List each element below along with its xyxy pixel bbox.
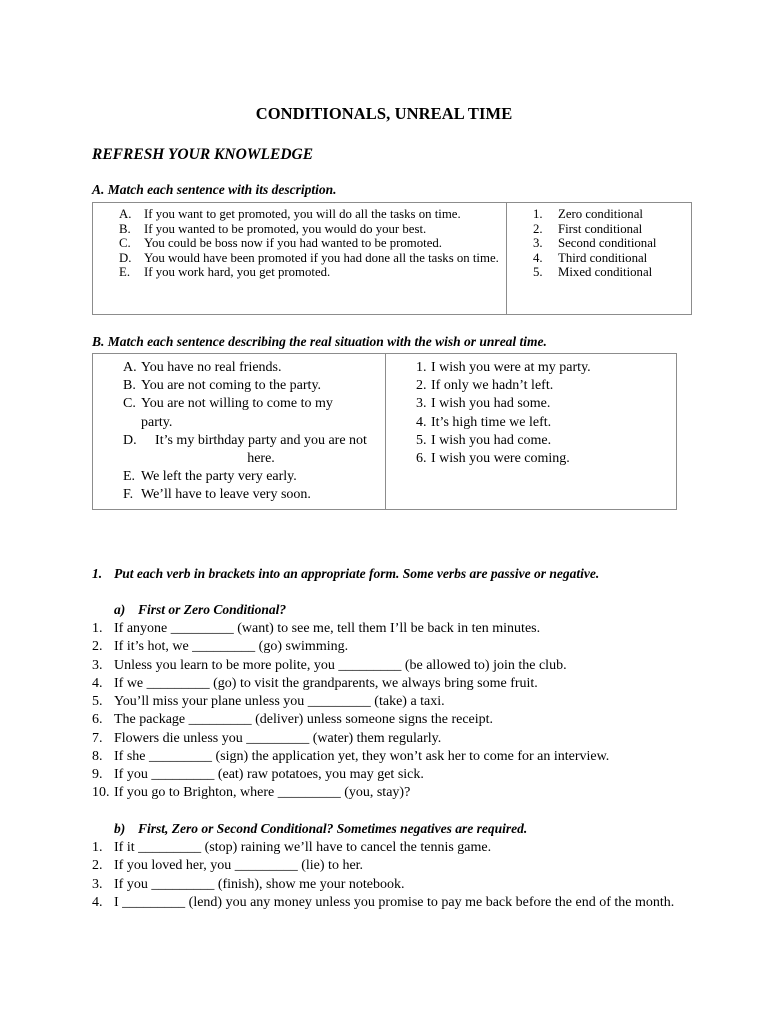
item-marker: C. — [119, 236, 131, 250]
item-marker: B. — [119, 221, 131, 236]
question-item — [92, 748, 692, 766]
list-item — [119, 236, 506, 251]
item-text: I wish you were coming. — [431, 451, 570, 467]
list-item — [416, 432, 676, 450]
list-item — [123, 395, 385, 431]
question-text: Unless you learn to be more polite, you _________ (be allowed to) join the club. — [114, 657, 567, 673]
question-item — [92, 784, 692, 802]
list-item — [416, 414, 676, 432]
part-a-questions — [92, 620, 692, 803]
question-text: If you _________ (finish), show me your notebook. — [114, 876, 405, 892]
section-b-situations — [93, 354, 386, 510]
item-marker: 6. — [416, 451, 427, 467]
list-item — [416, 359, 676, 377]
question-number: 3. — [92, 657, 103, 673]
question-item — [92, 693, 692, 711]
question-item — [92, 857, 692, 875]
item-marker: 2. — [533, 221, 543, 236]
page-title: CONDITIONALS, UNREAL TIME — [255, 104, 513, 123]
list-item — [533, 207, 691, 222]
exercise-1-heading — [92, 566, 599, 582]
question-text: If it’s hot, we _________ (go) swimming. — [114, 639, 349, 655]
question-text: If anyone _________ (want) to see me, tell them I’ll be back in ten minutes. — [114, 621, 541, 636]
item-marker: E. — [123, 469, 136, 485]
item-marker: 3. — [416, 396, 427, 412]
item-marker: 5. — [533, 265, 543, 279]
exercise-number: 1. — [92, 566, 103, 581]
list-item — [123, 377, 385, 395]
section-a-sentences — [93, 203, 507, 315]
item-marker: D. — [123, 432, 137, 448]
section-a-heading: A. Match each sentence with its description. — [92, 182, 337, 197]
item-text: If you work hard, you get promoted. — [144, 265, 331, 279]
section-a-table — [92, 202, 692, 315]
part-marker: b) — [114, 821, 126, 836]
item-text: If you want to get promoted, you will do all the tasks on time. — [144, 207, 461, 221]
question-number: 1. — [92, 840, 103, 855]
list-item — [123, 432, 385, 468]
list-item — [533, 236, 691, 251]
question-item — [92, 876, 692, 894]
item-text: If you wanted to be promoted, you would do your best. — [144, 221, 427, 236]
question-text: If we _________ (go) to visit the grandparents, we always bring some fruit. — [114, 675, 538, 691]
question-item — [92, 766, 692, 784]
question-item — [92, 620, 692, 638]
list-item — [416, 377, 676, 395]
list-item — [123, 486, 385, 504]
item-marker: E. — [119, 265, 131, 279]
item-text: You would have been promoted if you had done all the tasks on time. — [144, 250, 499, 265]
item-marker: 4. — [416, 414, 427, 430]
item-text: You could be boss now if you had wanted to be promoted. — [144, 236, 442, 250]
part-a-heading — [114, 602, 286, 618]
item-text: You are not willing to come to my party. — [141, 396, 333, 430]
question-text: If it _________ (stop) raining we’ll have to cancel the tennis game. — [114, 840, 492, 855]
section-b-wishes — [386, 354, 677, 510]
question-number: 10. — [92, 785, 110, 801]
item-marker: C. — [123, 396, 136, 412]
item-marker: B. — [123, 378, 136, 394]
list-item — [119, 222, 506, 237]
list-item — [533, 251, 691, 266]
question-number: 4. — [92, 894, 103, 910]
item-text: I wish you were at my party. — [431, 360, 591, 375]
question-text: The package _________ (deliver) unless someone signs the receipt. — [114, 712, 494, 728]
question-text: You’ll miss your plane unless you _________ (take) a taxi. — [114, 694, 445, 709]
question-item — [92, 839, 692, 857]
list-item — [533, 222, 691, 237]
question-item — [92, 894, 692, 912]
list-item — [123, 359, 385, 377]
item-marker: D. — [119, 250, 132, 265]
question-item — [92, 711, 692, 729]
question-number: 6. — [92, 712, 103, 728]
item-text: It’s my birthday party and you are not here. — [155, 432, 367, 467]
item-text: Mixed conditional — [558, 265, 653, 279]
question-number: 3. — [92, 876, 103, 892]
question-number: 7. — [92, 730, 103, 746]
list-item — [119, 251, 506, 266]
item-marker: 1. — [416, 360, 427, 375]
question-number: 8. — [92, 748, 103, 764]
item-marker: 4. — [533, 250, 543, 265]
question-number: 4. — [92, 675, 103, 691]
section-b-heading: B. Match each sentence describing the real situation with the wish or unreal time. — [92, 334, 547, 349]
exercise-instruction: Put each verb in brackets into an appropriate form. Some verbs are passive or negative. — [114, 566, 600, 581]
item-marker: 1. — [533, 207, 543, 221]
section-b-table — [92, 353, 677, 510]
item-marker: A. — [119, 207, 132, 221]
question-number: 1. — [92, 621, 103, 636]
question-text: Flowers die unless you _________ (water) them regularly. — [114, 730, 442, 746]
question-item — [92, 657, 692, 675]
list-item — [119, 265, 506, 280]
question-item — [92, 638, 692, 656]
item-marker: A. — [123, 360, 137, 375]
question-text: If she _________ (sign) the application yet, they won’t ask her to come for an interview. — [114, 748, 610, 764]
section-a-descriptions — [507, 203, 692, 315]
part-b-questions — [92, 839, 692, 912]
item-marker: 3. — [533, 236, 543, 250]
item-text: It’s high time we left. — [431, 414, 552, 430]
question-text: I _________ (lend) you any money unless you promise to pay me back before the end of the month. — [114, 894, 675, 910]
list-item — [533, 265, 691, 280]
question-number: 9. — [92, 767, 103, 782]
part-marker: a) — [114, 602, 126, 617]
item-text: First conditional — [558, 221, 643, 236]
part-title: First, Zero or Second Conditional? Sometimes negatives are required. — [138, 821, 528, 836]
question-number: 2. — [92, 639, 103, 655]
item-marker: F. — [123, 487, 134, 503]
question-number: 2. — [92, 858, 103, 874]
question-item — [92, 675, 692, 693]
refresh-heading: REFRESH YOUR KNOWLEDGE — [92, 146, 314, 163]
question-text: If you go to Brighton, where _________ (you, stay)? — [114, 785, 411, 801]
item-text: You have no real friends. — [141, 360, 282, 375]
list-item — [416, 450, 676, 468]
question-text: If you _________ (eat) raw potatoes, you may get sick. — [114, 767, 424, 782]
item-text: We’ll have to leave very soon. — [141, 487, 311, 503]
question-item — [92, 730, 692, 748]
item-text: Zero conditional — [558, 207, 643, 221]
item-text: If only we hadn’t left. — [431, 378, 554, 394]
item-text: We left the party very early. — [141, 469, 297, 485]
item-text: Second conditional — [558, 236, 657, 250]
list-item — [123, 468, 385, 486]
item-text: You are not coming to the party. — [141, 378, 322, 394]
list-item — [119, 207, 506, 222]
item-marker: 2. — [416, 378, 427, 394]
part-title: First or Zero Conditional? — [138, 602, 287, 617]
list-item — [416, 395, 676, 413]
part-b-heading — [114, 821, 527, 837]
question-number: 5. — [92, 694, 103, 709]
item-marker: 5. — [416, 432, 427, 448]
item-text: I wish you had come. — [431, 432, 552, 448]
item-text: I wish you had some. — [431, 396, 551, 412]
question-text: If you loved her, you _________ (lie) to her. — [114, 858, 364, 874]
item-text: Third conditional — [558, 250, 648, 265]
